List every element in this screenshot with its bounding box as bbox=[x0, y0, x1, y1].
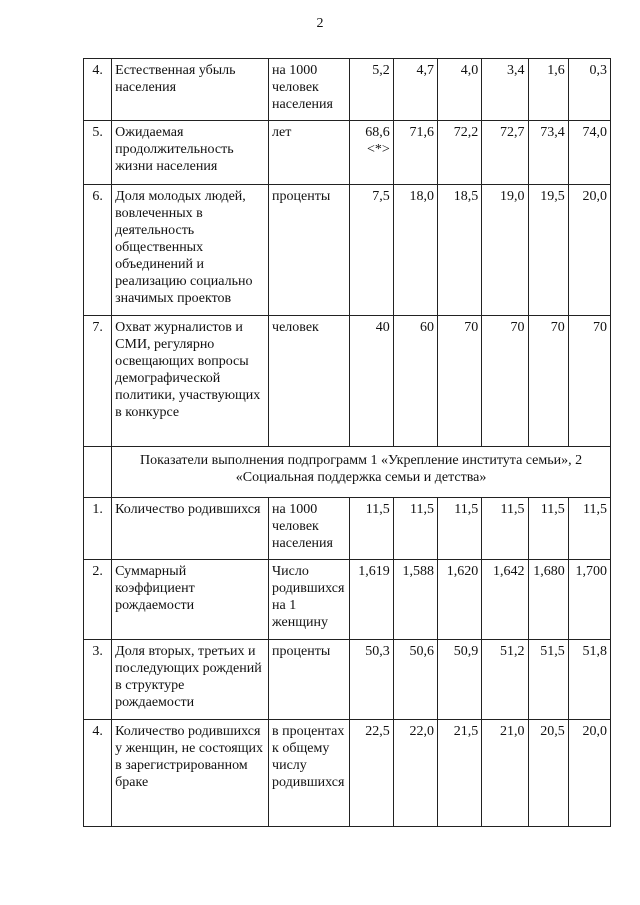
value-cell: 11,5 bbox=[528, 498, 568, 560]
value-cell: 74,0 bbox=[568, 121, 610, 185]
value-cell: 11,5 bbox=[393, 498, 437, 560]
page-number: 2 bbox=[316, 16, 324, 31]
indicator-name: Суммарный коэффициент рождаемости bbox=[112, 560, 269, 640]
value-cell: 1,619 bbox=[349, 560, 393, 640]
row-number: 4. bbox=[84, 59, 112, 121]
table-row bbox=[84, 640, 611, 720]
value-cell: 0,3 bbox=[568, 59, 610, 121]
value-cell: 1,620 bbox=[438, 560, 482, 640]
value-cell: 3,4 bbox=[482, 59, 528, 121]
table-row bbox=[84, 59, 611, 121]
unit-cell: проценты bbox=[269, 185, 349, 316]
unit-cell: в процентах к общему числу родившихся bbox=[269, 720, 349, 827]
value-cell: 72,2 bbox=[438, 121, 482, 185]
value-cell: 20,5 bbox=[528, 720, 568, 827]
value-cell: 11,5 bbox=[349, 498, 393, 560]
value-cell: 70 bbox=[438, 316, 482, 447]
value-cell: 51,2 bbox=[482, 640, 528, 720]
value-cell: 1,642 bbox=[482, 560, 528, 640]
unit-cell: на 1000 человек населения bbox=[269, 498, 349, 560]
value-cell: 73,4 bbox=[528, 121, 568, 185]
value-cell: 19,0 bbox=[482, 185, 528, 316]
table-row bbox=[84, 316, 611, 447]
section-header-spacer bbox=[84, 447, 112, 498]
unit-cell: Число родившихся на 1 женщину bbox=[269, 560, 349, 640]
value-cell: 1,588 bbox=[393, 560, 437, 640]
value-cell: 71,6 bbox=[393, 121, 437, 185]
value-cell: 5,2 bbox=[349, 59, 393, 121]
section-header-row bbox=[84, 447, 611, 498]
value-cell: 50,3 bbox=[349, 640, 393, 720]
table-row bbox=[84, 185, 611, 316]
row-number: 5. bbox=[84, 121, 112, 185]
value-cell: 51,8 bbox=[568, 640, 610, 720]
value-cell: 50,9 bbox=[438, 640, 482, 720]
row-number: 4. bbox=[84, 720, 112, 827]
value-cell: 22,5 bbox=[349, 720, 393, 827]
value-cell: 60 bbox=[393, 316, 437, 447]
value-cell: 4,0 bbox=[438, 59, 482, 121]
value-cell: 11,5 bbox=[438, 498, 482, 560]
value-cell: 18,5 bbox=[438, 185, 482, 316]
value-cell: 51,5 bbox=[528, 640, 568, 720]
value-cell: 11,5 bbox=[482, 498, 528, 560]
indicator-name: Доля молодых людей, вовлеченных в деятельность общественных объединений и реализацию социально значимых проектов bbox=[112, 185, 269, 316]
value-cell: 1,6 bbox=[528, 59, 568, 121]
value-cell: 68,6 <*> bbox=[349, 121, 393, 185]
indicator-name: Доля вторых, третьих и последующих рождений в структуре рождаемости bbox=[112, 640, 269, 720]
unit-cell: лет bbox=[269, 121, 349, 185]
value-cell: 11,5 bbox=[568, 498, 610, 560]
indicator-name: Естественная убыль населения bbox=[112, 59, 269, 121]
table-row bbox=[84, 720, 611, 827]
value-cell: 1,680 bbox=[528, 560, 568, 640]
value-cell: 1,700 bbox=[568, 560, 610, 640]
value-cell: 70 bbox=[568, 316, 610, 447]
value-cell: 19,5 bbox=[528, 185, 568, 316]
indicator-name: Охват журналистов и СМИ, регулярно освещающих вопросы демографической политики, участвующих в конкурсе bbox=[112, 316, 269, 447]
unit-cell: человек bbox=[269, 316, 349, 447]
indicators-table bbox=[83, 58, 611, 827]
value-cell: 40 bbox=[349, 316, 393, 447]
value-cell: 18,0 bbox=[393, 185, 437, 316]
value-cell: 70 bbox=[482, 316, 528, 447]
unit-cell: на 1000 человек населения bbox=[269, 59, 349, 121]
value-cell: 7,5 bbox=[349, 185, 393, 316]
indicator-name: Количество родившихся bbox=[112, 498, 269, 560]
value-cell: 20,0 bbox=[568, 720, 610, 827]
value-cell: 4,7 bbox=[393, 59, 437, 121]
indicator-name: Количество родившихся у женщин, не состоящих в зарегистрированном браке bbox=[112, 720, 269, 827]
value-cell: 70 bbox=[528, 316, 568, 447]
row-number: 3. bbox=[84, 640, 112, 720]
section-header: Показатели выполнения подпрограмм 1 «Укрепление института семьи», 2 «Социальная поддержка семьи и детства» bbox=[112, 447, 611, 498]
indicator-name: Ожидаемая продолжительность жизни населения bbox=[112, 121, 269, 185]
value-cell: 22,0 bbox=[393, 720, 437, 827]
row-number: 1. bbox=[84, 498, 112, 560]
value-cell: 20,0 bbox=[568, 185, 610, 316]
row-number: 2. bbox=[84, 560, 112, 640]
value-cell: 21,5 bbox=[438, 720, 482, 827]
value-cell: 50,6 bbox=[393, 640, 437, 720]
row-number: 7. bbox=[84, 316, 112, 447]
table-row bbox=[84, 560, 611, 640]
value-cell: 72,7 bbox=[482, 121, 528, 185]
row-number: 6. bbox=[84, 185, 112, 316]
unit-cell: проценты bbox=[269, 640, 349, 720]
value-cell: 21,0 bbox=[482, 720, 528, 827]
table-row bbox=[84, 121, 611, 185]
table-row bbox=[84, 498, 611, 560]
